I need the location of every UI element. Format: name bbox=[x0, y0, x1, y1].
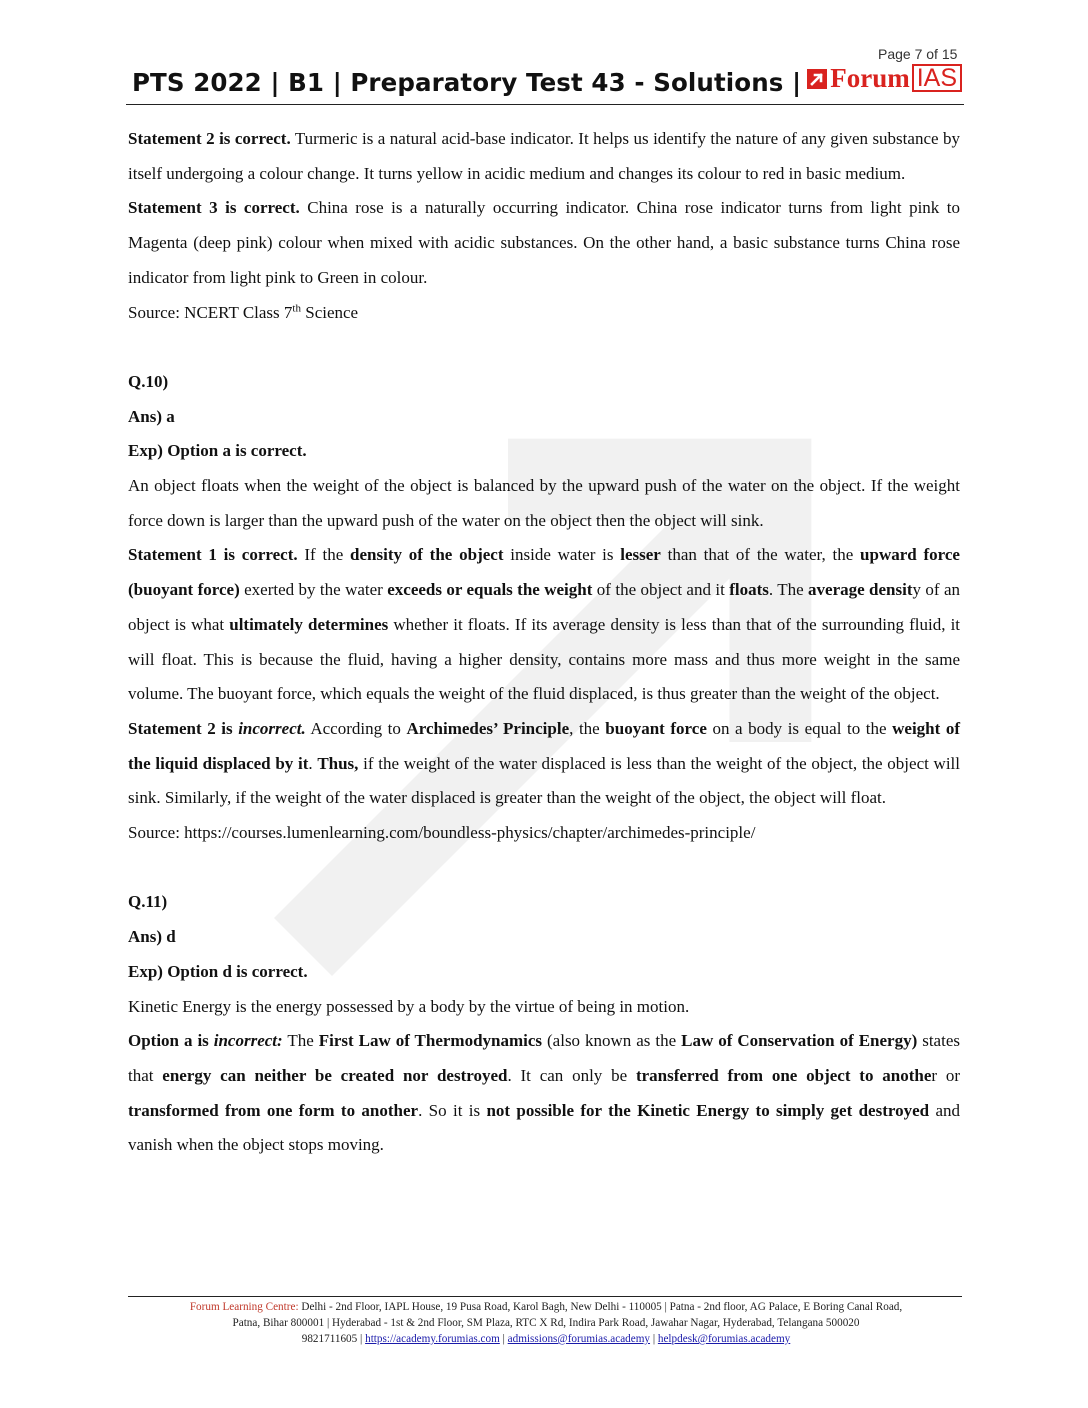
question-number: Q.10) bbox=[128, 371, 169, 391]
academy-link[interactable]: https://academy.forumias.com bbox=[365, 1333, 500, 1345]
question-number: Q.11) bbox=[128, 892, 168, 912]
explanation-intro: An object floats when the weight of the object is balanced by the upward push of the water on the object. If the weight force down is larger than the upward push of the water on the object then the object will sink. bbox=[128, 476, 960, 530]
footer-contacts: 9821711605 | https://academy.forumias.com | admissions@forumias.academy | helpdesk@forumias.academy bbox=[301, 1333, 791, 1345]
paragraph-statement-2-turmeric: Statement 2 is correct. Turmeric is a natural acid-base indicator. It helps us identify the nature of any given substance by itself undergoing a colour change. It turns yellow in acidic medium and changes its colour to red in basic medium. bbox=[128, 129, 961, 183]
logo-ias-text: IAS bbox=[912, 64, 962, 92]
helpdesk-email-link[interactable]: helpdesk@forumias.academy bbox=[657, 1333, 791, 1345]
paragraph-statement-2: Statement 2 is incorrect. According to Archimedes’ Principle, the buoyant force on a body is equal to the weight of the liquid displaced by it. Thus, if the weight of the water displaced is less than the weight of the object, the object will sink. Similarly, if the weight of the water displaced is greater than the weight of the object, the object will float. bbox=[128, 718, 961, 808]
page-footer bbox=[132, 1299, 960, 1347]
explanation-heading: Exp) Option d is correct. bbox=[128, 961, 308, 981]
header-divider bbox=[126, 104, 964, 105]
source-ncert: Source: NCERT Class 7th Science bbox=[128, 301, 359, 322]
footer-divider bbox=[128, 1296, 962, 1297]
document-title: PTS 2022 | B1 | Preparatory Test 43 - Solutions | bbox=[132, 68, 802, 97]
explanation-heading: Exp) Option a is correct. bbox=[128, 441, 307, 461]
footer-line-1: Forum Learning Centre: Delhi - 2nd Floor, IAPL House, 19 Pusa Road, Karol Bagh, New Delhi - 110005 | Patna - 2nd floor, AG Palace, E Boring Canal Road, bbox=[189, 1301, 903, 1313]
explanation-intro: Kinetic Energy is the energy possessed by a body by the virtue of being in motion. bbox=[128, 996, 690, 1016]
footer-line-2: Patna, Bihar 800001 | Hyderabad - 1st & 2nd Floor, SM Plaza, RTC X Rd, Indira Park Road, Jawahar Nagar, Hyderabad, Telangana 500020 bbox=[232, 1317, 860, 1329]
page-number: Page 7 of 15 bbox=[878, 46, 958, 62]
source-lumenlearning: Source: https://courses.lumenlearning.com/boundless-physics/chapter/archimedes-principle/ bbox=[128, 823, 756, 843]
admissions-email-link[interactable]: admissions@forumias.academy bbox=[507, 1333, 651, 1345]
logo-arrow-icon bbox=[807, 69, 827, 89]
forumias-logo bbox=[807, 64, 962, 92]
paragraph-option-a: Option a is incorrect: The First Law of Thermodynamics (also known as the Law of Conservation of Energy) states that energy can neither be created nor destroyed. It can only be transferred from one object to another or transformed from one form to another. So it is not possible for the Kinetic Energy to simply get destroyed and vanish when the object stops moving. bbox=[128, 1031, 960, 1155]
logo-forum-text: Forum bbox=[830, 62, 910, 93]
answer-label: Ans) d bbox=[128, 927, 176, 947]
paragraph-statement-1: Statement 1 is correct. If the density of the object inside water is lesser than that of the water, the upward force (buoyant force) exerted by the water exceeds or equals the weight of the object and it floats. The average density of an object is what ultimately determines whether it floats. If its average density is less than that of the surrounding fluid, it will float. This is because the fluid, having a higher density, contains more mass and thus more weight in the same volume. The buoyant force, which equals the weight of the fluid displaced, is thus greater than the weight of the object. bbox=[128, 545, 961, 704]
answer-label: Ans) a bbox=[128, 406, 175, 426]
solutions-content bbox=[128, 122, 960, 1163]
page-header bbox=[132, 62, 964, 106]
paragraph-statement-3-china-rose: Statement 3 is correct. China rose is a naturally occurring indicator. China rose indicator turns from light pink to Magenta (deep pink) colour when mixed with acidic substances. On the other hand, a basic substance turns China rose indicator from light pink to Green in colour. bbox=[128, 198, 960, 287]
